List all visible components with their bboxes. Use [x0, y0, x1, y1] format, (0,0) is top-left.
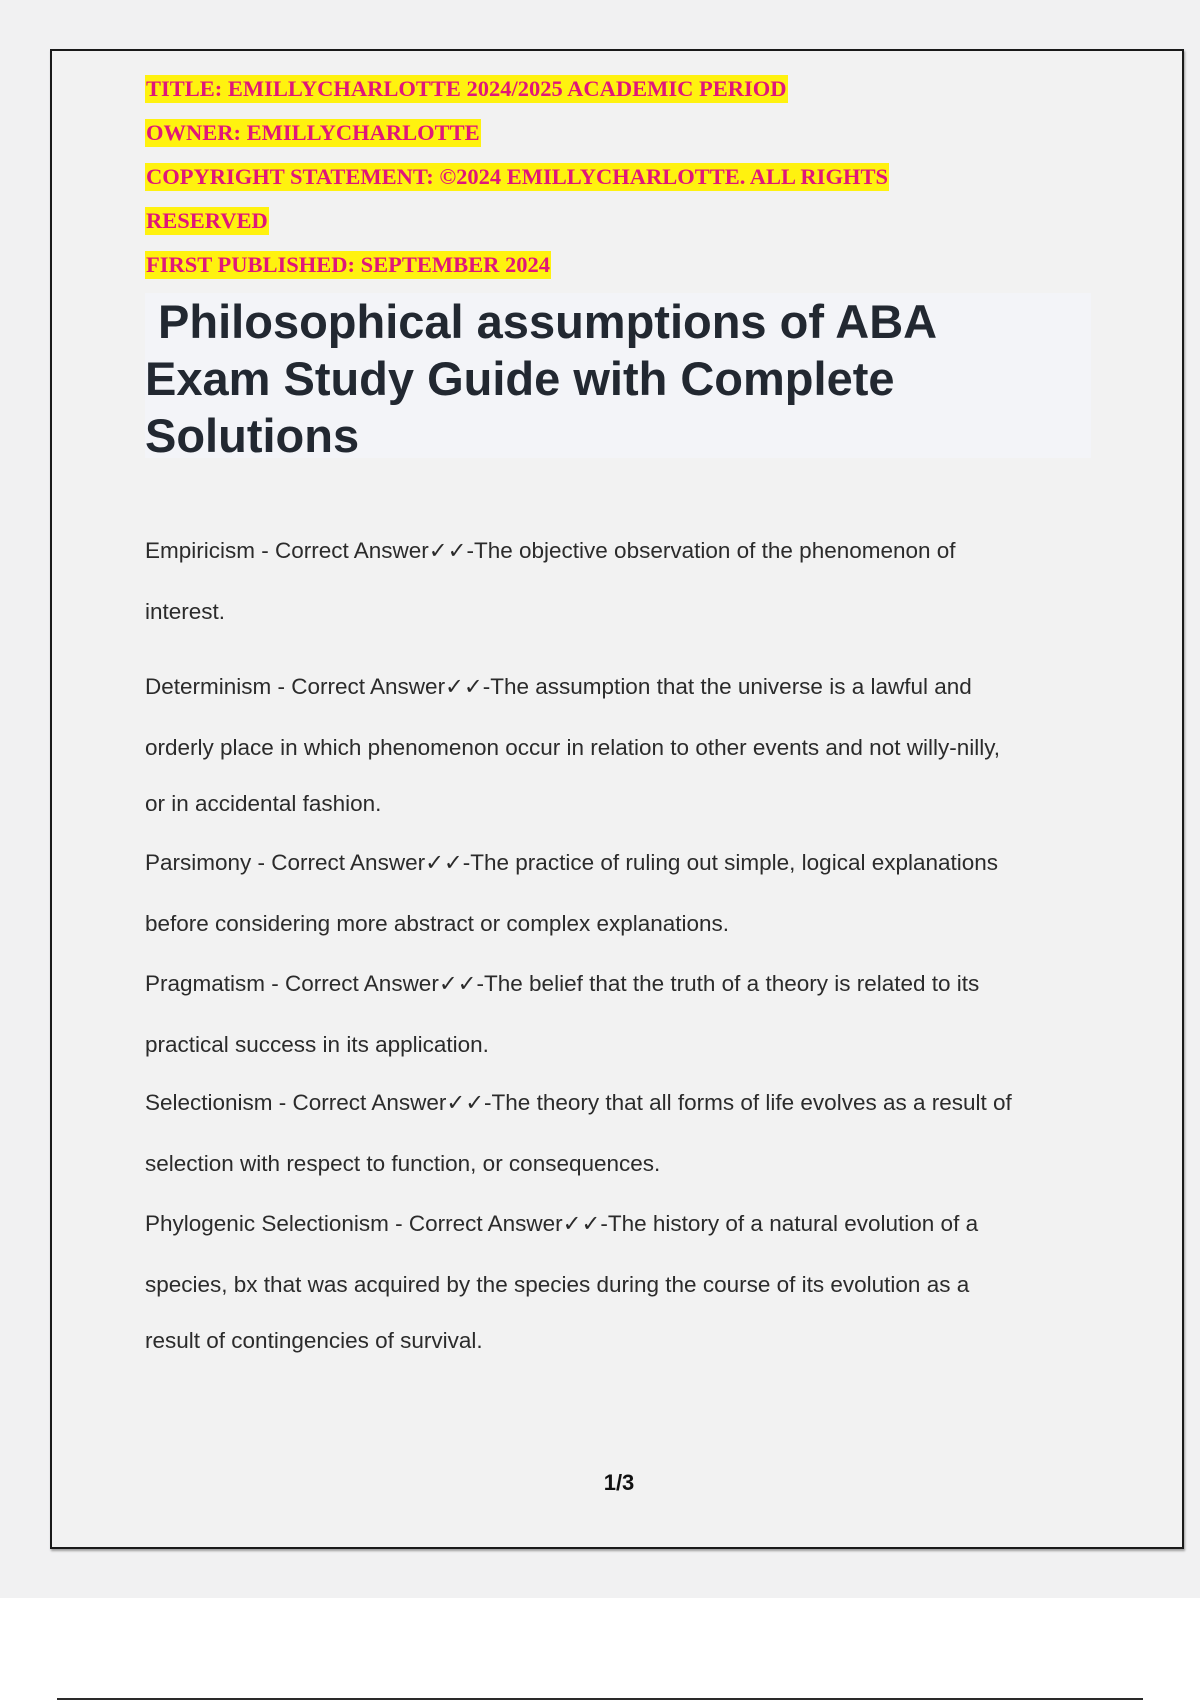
- entry-parsimony-line-2: before considering more abstract or complex explanations.: [145, 911, 730, 936]
- document-heading: [145, 293, 1091, 464]
- entry-empiricism-line-2: interest.: [145, 599, 226, 624]
- entry-determinism-line-1: Determinism - Correct Answer✓✓-The assumption that the universe is a lawful and: [145, 674, 972, 699]
- heading-line-1: Philosophical assumptions of ABA: [145, 295, 938, 348]
- meta-owner-text: OWNER: EMILLYCHARLOTTE: [146, 120, 480, 145]
- heading-line-3: Solutions: [145, 409, 360, 462]
- meta-copyright-line-continued: [145, 199, 1045, 243]
- entry-determinism-line-2: orderly place in which phenomenon occur in relation to other events and not willy-nilly,: [145, 735, 1001, 760]
- heading-line-2: Exam Study Guide with Complete: [145, 352, 895, 405]
- entry-phylogenic-line-1: Phylogenic Selectionism - Correct Answer✓✓-The history of a natural evolution of a: [145, 1211, 979, 1236]
- meta-title-line: [145, 67, 1045, 111]
- document-meta-block: [145, 67, 1045, 287]
- meta-copyright-text-continued: RESERVED: [146, 208, 268, 233]
- entry-phylogenic-line-3: result of contingencies of survival.: [145, 1328, 483, 1353]
- meta-copyright-line: [145, 155, 1045, 199]
- entry-phylogenic-line-2: species, bx that was acquired by the species during the course of its evolution as a: [145, 1272, 970, 1297]
- entry-selectionism-line-1: Selectionism - Correct Answer✓✓-The theory that all forms of life evolves as a result of: [145, 1090, 1012, 1115]
- document-heading-box: [145, 293, 1091, 462]
- entry-empiricism-line-1: Empiricism - Correct Answer✓✓-The objective observation of the phenomenon of: [145, 538, 956, 563]
- entry-determinism-line-3: or in accidental fashion.: [145, 791, 382, 816]
- entry-selectionism-line-2: selection with respect to function, or consequences.: [145, 1151, 661, 1176]
- entry-parsimony-line-1: Parsimony - Correct Answer✓✓-The practice of ruling out simple, logical explanations: [145, 850, 999, 875]
- meta-owner-line: [145, 111, 1045, 155]
- entry-pragmatism-line-2: practical success in its application.: [145, 1032, 489, 1057]
- page-number: 1/3: [603, 1470, 635, 1495]
- meta-title-text: TITLE: EMILLYCHARLOTTE 2024/2025 ACADEMIC PERIOD: [146, 76, 787, 101]
- meta-published-text: FIRST PUBLISHED: SEPTEMBER 2024: [146, 252, 551, 277]
- entry-pragmatism-line-1: Pragmatism - Correct Answer✓✓-The belief that the truth of a theory is related to its: [145, 971, 980, 996]
- meta-copyright-text: COPYRIGHT STATEMENT: ©2024 EMILLYCHARLOTTE. ALL RIGHTS: [146, 164, 888, 189]
- meta-published-line: [145, 243, 1045, 287]
